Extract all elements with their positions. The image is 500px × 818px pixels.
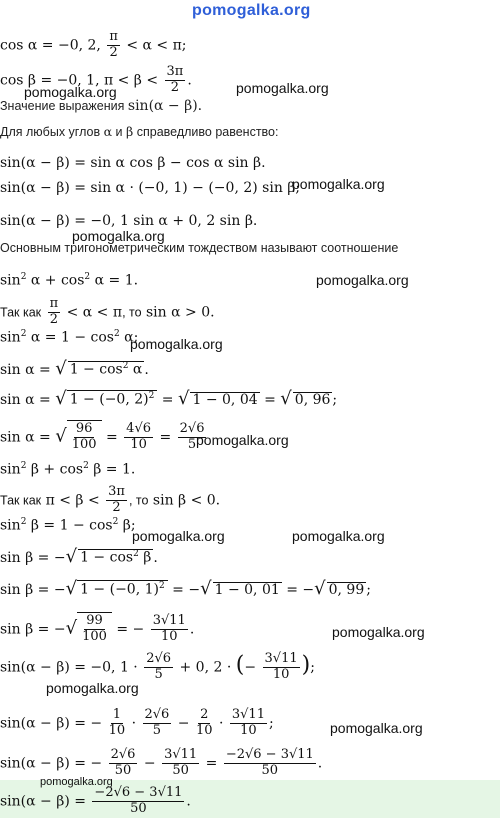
beta-quadrant: Так как π < β < $\frac{3\pi}{2}$ , то sin β < 0. (0, 484, 221, 515)
watermark: pomogalka.org (292, 176, 385, 192)
identity-intro: Основным тригонометрическим тождеством называют соотношение (0, 241, 399, 255)
watermark: pomogalka.org (292, 528, 385, 544)
simplified-line: sin(α − β) = −0, 1 sin α + 0, 2 sin β. (0, 213, 258, 229)
substitution-line: sin(α − β) = sin α · (−0, 1) − (−0, 2) sin β; (0, 180, 301, 196)
alpha-quadrant: Так как $\frac{\pi}{2}$ < α < π, то sin α > 0. (0, 296, 215, 327)
final-answer: sin(α − β) = $\frac{-2√6 - 3√11}{50}$ . (0, 785, 191, 816)
sin-beta-calc: sin β = −√ 1 − (−0, 1)$^2$ = −√ 1 − 0, 01 = −√ 0, 99 ; (0, 578, 371, 599)
watermark: pomogalka.org (332, 624, 425, 640)
watermark: pomogalka.org (24, 84, 117, 100)
sin2-alpha: $\sin^2 \alpha = 1 - \cos^2 \alpha$; (0, 329, 139, 346)
watermark: pomogalka.org (236, 80, 329, 96)
given-cos-alpha: cos α = −0, 2, $\frac{\pi}{2}$ < α < π; (0, 29, 187, 60)
sin-alpha-result: sin α = √ $\frac{96}{100}$ = $\frac{4√6}{10}$ = $\frac{2√6}{5}$ (0, 421, 205, 452)
sin-alpha-calc: sin α = √ 1 − (−0, 2)$^2$ = √ 1 − 0, 04 = √ 0, 96 ; (0, 388, 338, 409)
difference-formula: sin(α − β) = sin α cos β − cos α sin β. (0, 155, 266, 171)
substitute-values: sin(α − β) = −0, 1 · $\frac{2√6}{5}$ + 0, 2 · (− $\frac{3√11}{10}$ ); (0, 651, 315, 682)
watermark: pomogalka.org (196, 432, 289, 448)
formula-intro: Для любых углов α и β справедливо равенство: (0, 124, 279, 139)
sin-alpha-root: sin α = √ $1 - \cos^2 \alpha$ . (0, 358, 149, 379)
sin2-beta: $\sin^2 \beta = 1 - \cos^2 \beta$; (0, 517, 136, 534)
product-fractions: sin(α − β) = − $\frac{1}{10}$ · $\frac{2√6}{5}$ − $\frac{2}{10}$ · $\frac{3√11}{10}$ ; (0, 707, 274, 738)
pythagorean-beta: $\sin^2 \beta + \cos^2 \beta = 1$. (0, 461, 136, 478)
given-cos-beta: cos β = −0, 1, π < β < $\frac{3\pi}{2}$ . (0, 64, 192, 95)
watermark: pomogalka.org (330, 720, 423, 736)
watermark: pomogalka.org (46, 680, 139, 696)
watermark: pomogalka.org (316, 272, 409, 288)
watermark: pomogalka.org (132, 528, 225, 544)
sin-beta-root: sin β = −√ $1 - \cos^2 \beta$ . (0, 546, 158, 567)
watermark-top: pomogalka.org (192, 2, 311, 19)
task-statement: Значение выражения sin(α − β). (0, 98, 203, 114)
combined-fraction: sin(α − β) = − $\frac{2√6}{50}$ − $\frac{3√11}{50}$ = $\frac{-2√6 - 3√11}{50}$ . (0, 747, 323, 778)
watermark: pomogalka.org (40, 776, 113, 788)
pythagorean-identity: $\sin^2 \alpha + \cos^2 \alpha = 1$. (0, 272, 139, 289)
sin-beta-result: sin β = −√ $\frac{99}{100}$ = − $\frac{3√11}{10}$ . (0, 613, 195, 644)
watermark: pomogalka.org (72, 228, 165, 244)
watermark: pomogalka.org (130, 336, 223, 352)
